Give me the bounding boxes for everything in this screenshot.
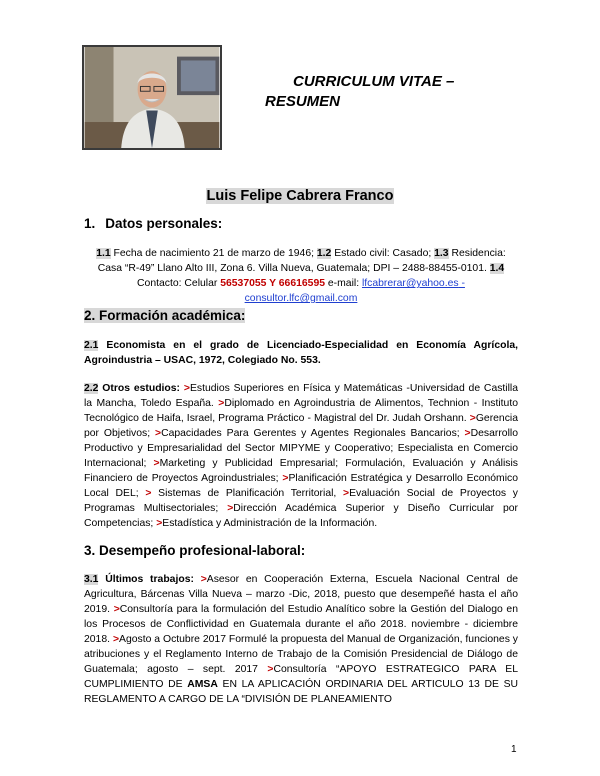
recent-work-paragraph: 3.1 Últimos trabajos: >Asesor en Cooperación Externa, Escuela Nacional Central de Agricultura, Bárcenas Villa Nueva – marzo -Dic, 2018, puesto que desempeñé hasta el año 2019. >Consultoría para la formulación del Estudio Analítico sobre la Gestión del Dialogo en los Procesos de Conflictividad en Guatemala durante el año 2018. noviembre - diciembre 2018. >Agosto a Octubre 2017 Formulé la propuesta del Manual de Organización, funciones y atribuciones y el Reglamento Interno de Trabajo de la Comisión Presidencial de Diálogo de Guatemala; agosto – sept. 2017 >Consultoría “APOYO ESTRATEGICO PARA EL CUMPLIMIENTO DE AMSA EN LA APLICACIÓN ORDINARIA DEL ARTICULO 13 DE SU REGLAMENTO A CARGO DE LA “DIVISIÓN DE PLANEAMIENTO [84,574,519,705]
section-heading-personal: 1. Datos personales: [84,216,223,231]
profile-photo-image [84,47,220,148]
section-heading-professional: 3. Desempeño profesional-laboral: [84,543,306,558]
document-title-line1: CURRICULUM VITAE – [293,73,455,90]
personal-data-paragraph: 1.1 Fecha de nacimiento 21 de marzo de 1946; 1.2 Estado civil: Casado; 1.3 Residencia: Casa “R-49” Llano Alto III, Zona 6. Villa Nueva, Guatemala; DPI – 2488-88455-0101. 1.4 Contacto: Celular 56537055 Y 66616595 e-mail: lfcabrerar@yahoo.es - consultor.lfc@gmail.com [96,248,506,304]
email-link-gmail[interactable]: consultor.lfc@gmail.com [244,293,358,304]
other-studies-paragraph: 2.2 Otros estudios: >Estudios Superiores en Física y Matemáticas -Universidad de Castilla la Mancha, Toledo España. >Diplomado en Agroindustria de Alimentos, Technion - Instituto Tecnológico de Haifa, Israel, Programa Práctico - Magistral del Dr. Judah Orshann. >Gerencia por Objetivos; >Capacidades Para Gerentes y Agentes Regionales Bancarios; >Desarrollo Productivo y Empresarialidad del Sector MIPYME y Cooperativo; Especialista en Comercio Internacional; >Marketing y Publicidad Empresarial; Formulación, Evaluación y Análisis Financiero de Proyectos Agroindustriales; >Planificación Estratégica y Desarrollo Económico Local DEL; > Sistemas de Planificación Territorial, >Evaluación Social de Proyectos y Programas Multisectoriales; >Dirección Académica Superior y Diseño Curricular por Competencias; >Estadística y Administración de la Información. [84,383,519,529]
profile-photo [82,45,222,150]
phone-numbers: 56537055 Y 66616595 [220,278,326,289]
education-degree-paragraph: 2.1 Economista en el grado de Licenciado-Especialidad en Economía Agrícola, Agroindustria – USAC, 1972, Colegiado No. 553. [84,340,518,366]
page-number: 1 [511,744,517,755]
person-name: Luis Felipe Cabrera Franco [206,188,394,204]
section-heading-education: 2. Formación académica: [84,308,246,323]
email-link-yahoo[interactable]: lfcabrerar@yahoo.es [361,278,459,289]
document-title-line2: RESUMEN [265,93,341,110]
